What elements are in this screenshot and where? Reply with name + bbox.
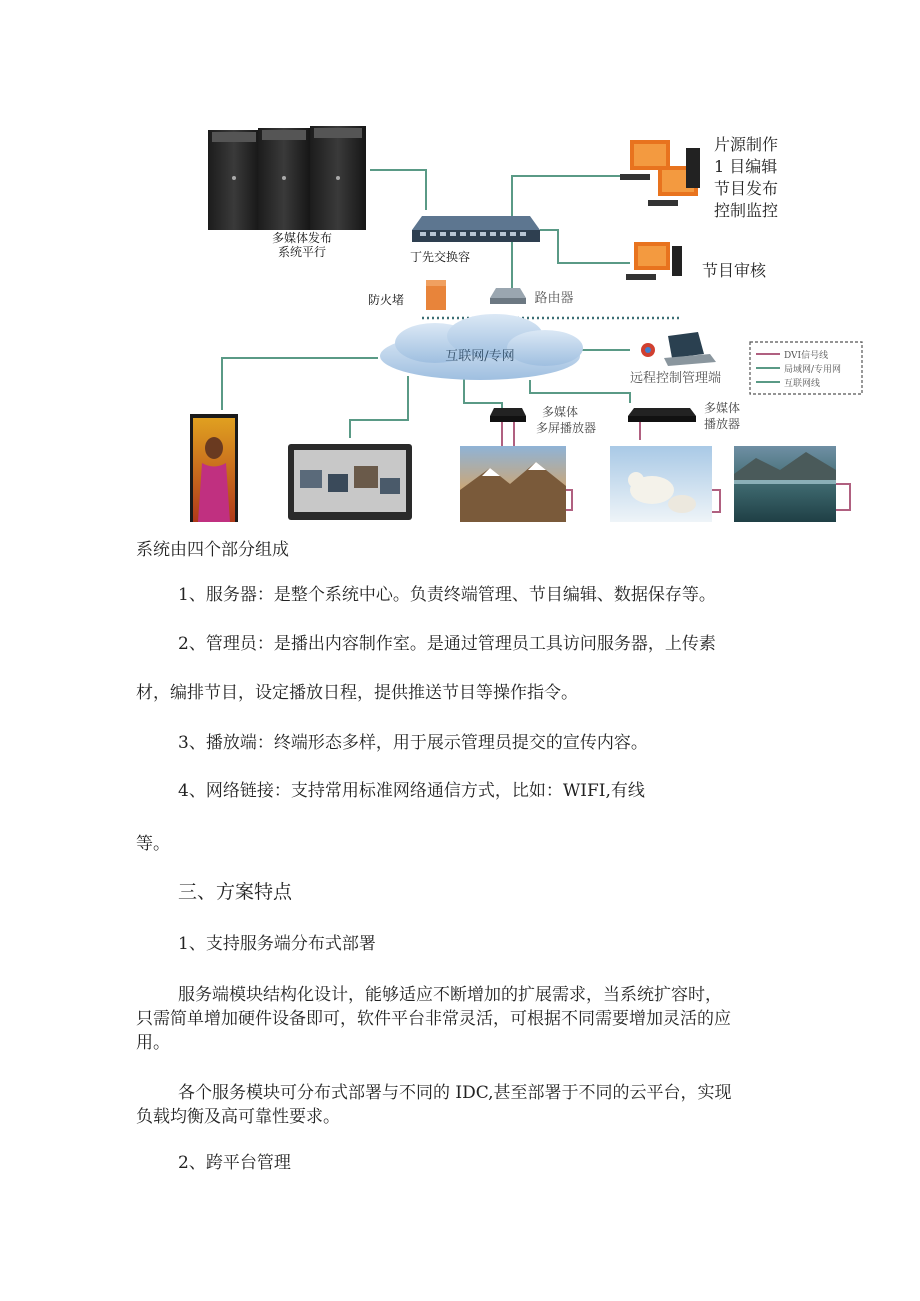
system-architecture-diagram [190,118,870,523]
pc-group-production [620,140,700,206]
switch-label: 丁先交换容 [409,250,471,264]
item-4-line1: 4、网络链接：支持常用标准网络通信方式，比如：WIFI,有线 [178,781,645,801]
subsection-1-para-line1: 服务端模块结构化设计，能够适应不断增加的扩展需求，当系统扩容时， [178,985,722,1005]
label-publish: 节目发布 [714,179,779,198]
player-multi-screen [490,408,526,448]
cloud-label: 互联网/专网 [445,349,515,364]
router-device [490,288,526,304]
subsection-1-para2-line2: 负载均衡及高可靠性要求。 [136,1107,340,1127]
item-1: 1、服务器：是整个系统中心。负责终端管理、节目编辑、数据保存等。 [178,585,716,605]
subsection-1: 1、支持服务端分布式部署 [178,934,376,954]
polar-bear-display [610,446,720,522]
item-2-line1: 2、管理员：是播出内容制作室。是通过管理员工具访问服务器，上传素 [178,634,716,654]
landscape-display [460,446,572,522]
cloud-shape [380,314,583,380]
server-towers [208,126,366,230]
tv-display [288,444,412,520]
label-review: 节目审核 [702,261,767,280]
label-player2-line2: 播放器 [704,417,741,431]
label-player1-line1: 多媒体 [542,405,579,419]
pc-review [626,242,682,280]
remote-laptop [641,332,716,366]
item-3: 3、播放端：终端形态多样，用于展示管理员提交的宣传内容。 [178,733,648,753]
lake-display [734,446,850,522]
subsection-1-para-line3: 用。 [136,1033,170,1053]
legend [750,342,862,394]
label-player2-line1: 多媒体 [704,401,741,415]
legend-dvi: DVI信号线 [784,351,829,361]
legend-internet: 互联网线 [784,379,821,389]
server-label-line2: 系统平行 [277,245,327,259]
label-remote: 远程控制管理端 [630,371,722,386]
label-production: 片源制作 [714,135,779,154]
poster-display [190,414,238,522]
right-labels [714,135,778,220]
intro-text: 系统由四个部分组成 [136,540,289,560]
firewall-label: 防火堵 [367,293,405,307]
label-monitor: 控制监控 [714,201,779,220]
section-heading: 三、方案特点 [178,881,293,903]
subsection-2: 2、跨平台管理 [178,1153,291,1173]
label-editing: 1 目编辑 [714,157,778,176]
subsection-1-para-line2: 只需简单增加硬件设备即可，软件平台非常灵活，可根据不同需要增加灵活的应 [136,1009,731,1029]
router-label: 路由器 [534,291,574,306]
player-single [628,408,696,440]
subsection-1-para2-line1: 各个服务模块可分布式部署与不同的 IDC,甚至部署于不同的云平台，实现 [178,1083,732,1103]
legend-lan: 局域网/专用网 [784,365,842,375]
server-label-line1: 多媒体发布 [271,231,333,245]
firewall-device [426,280,446,310]
item-4-line2: 等。 [136,834,170,854]
label-player1-line2: 多屏播放器 [536,421,597,435]
item-2-line2: 材，编排节目，设定播放日程，提供推送节目等操作指令。 [136,683,578,703]
switch-device [412,216,540,242]
